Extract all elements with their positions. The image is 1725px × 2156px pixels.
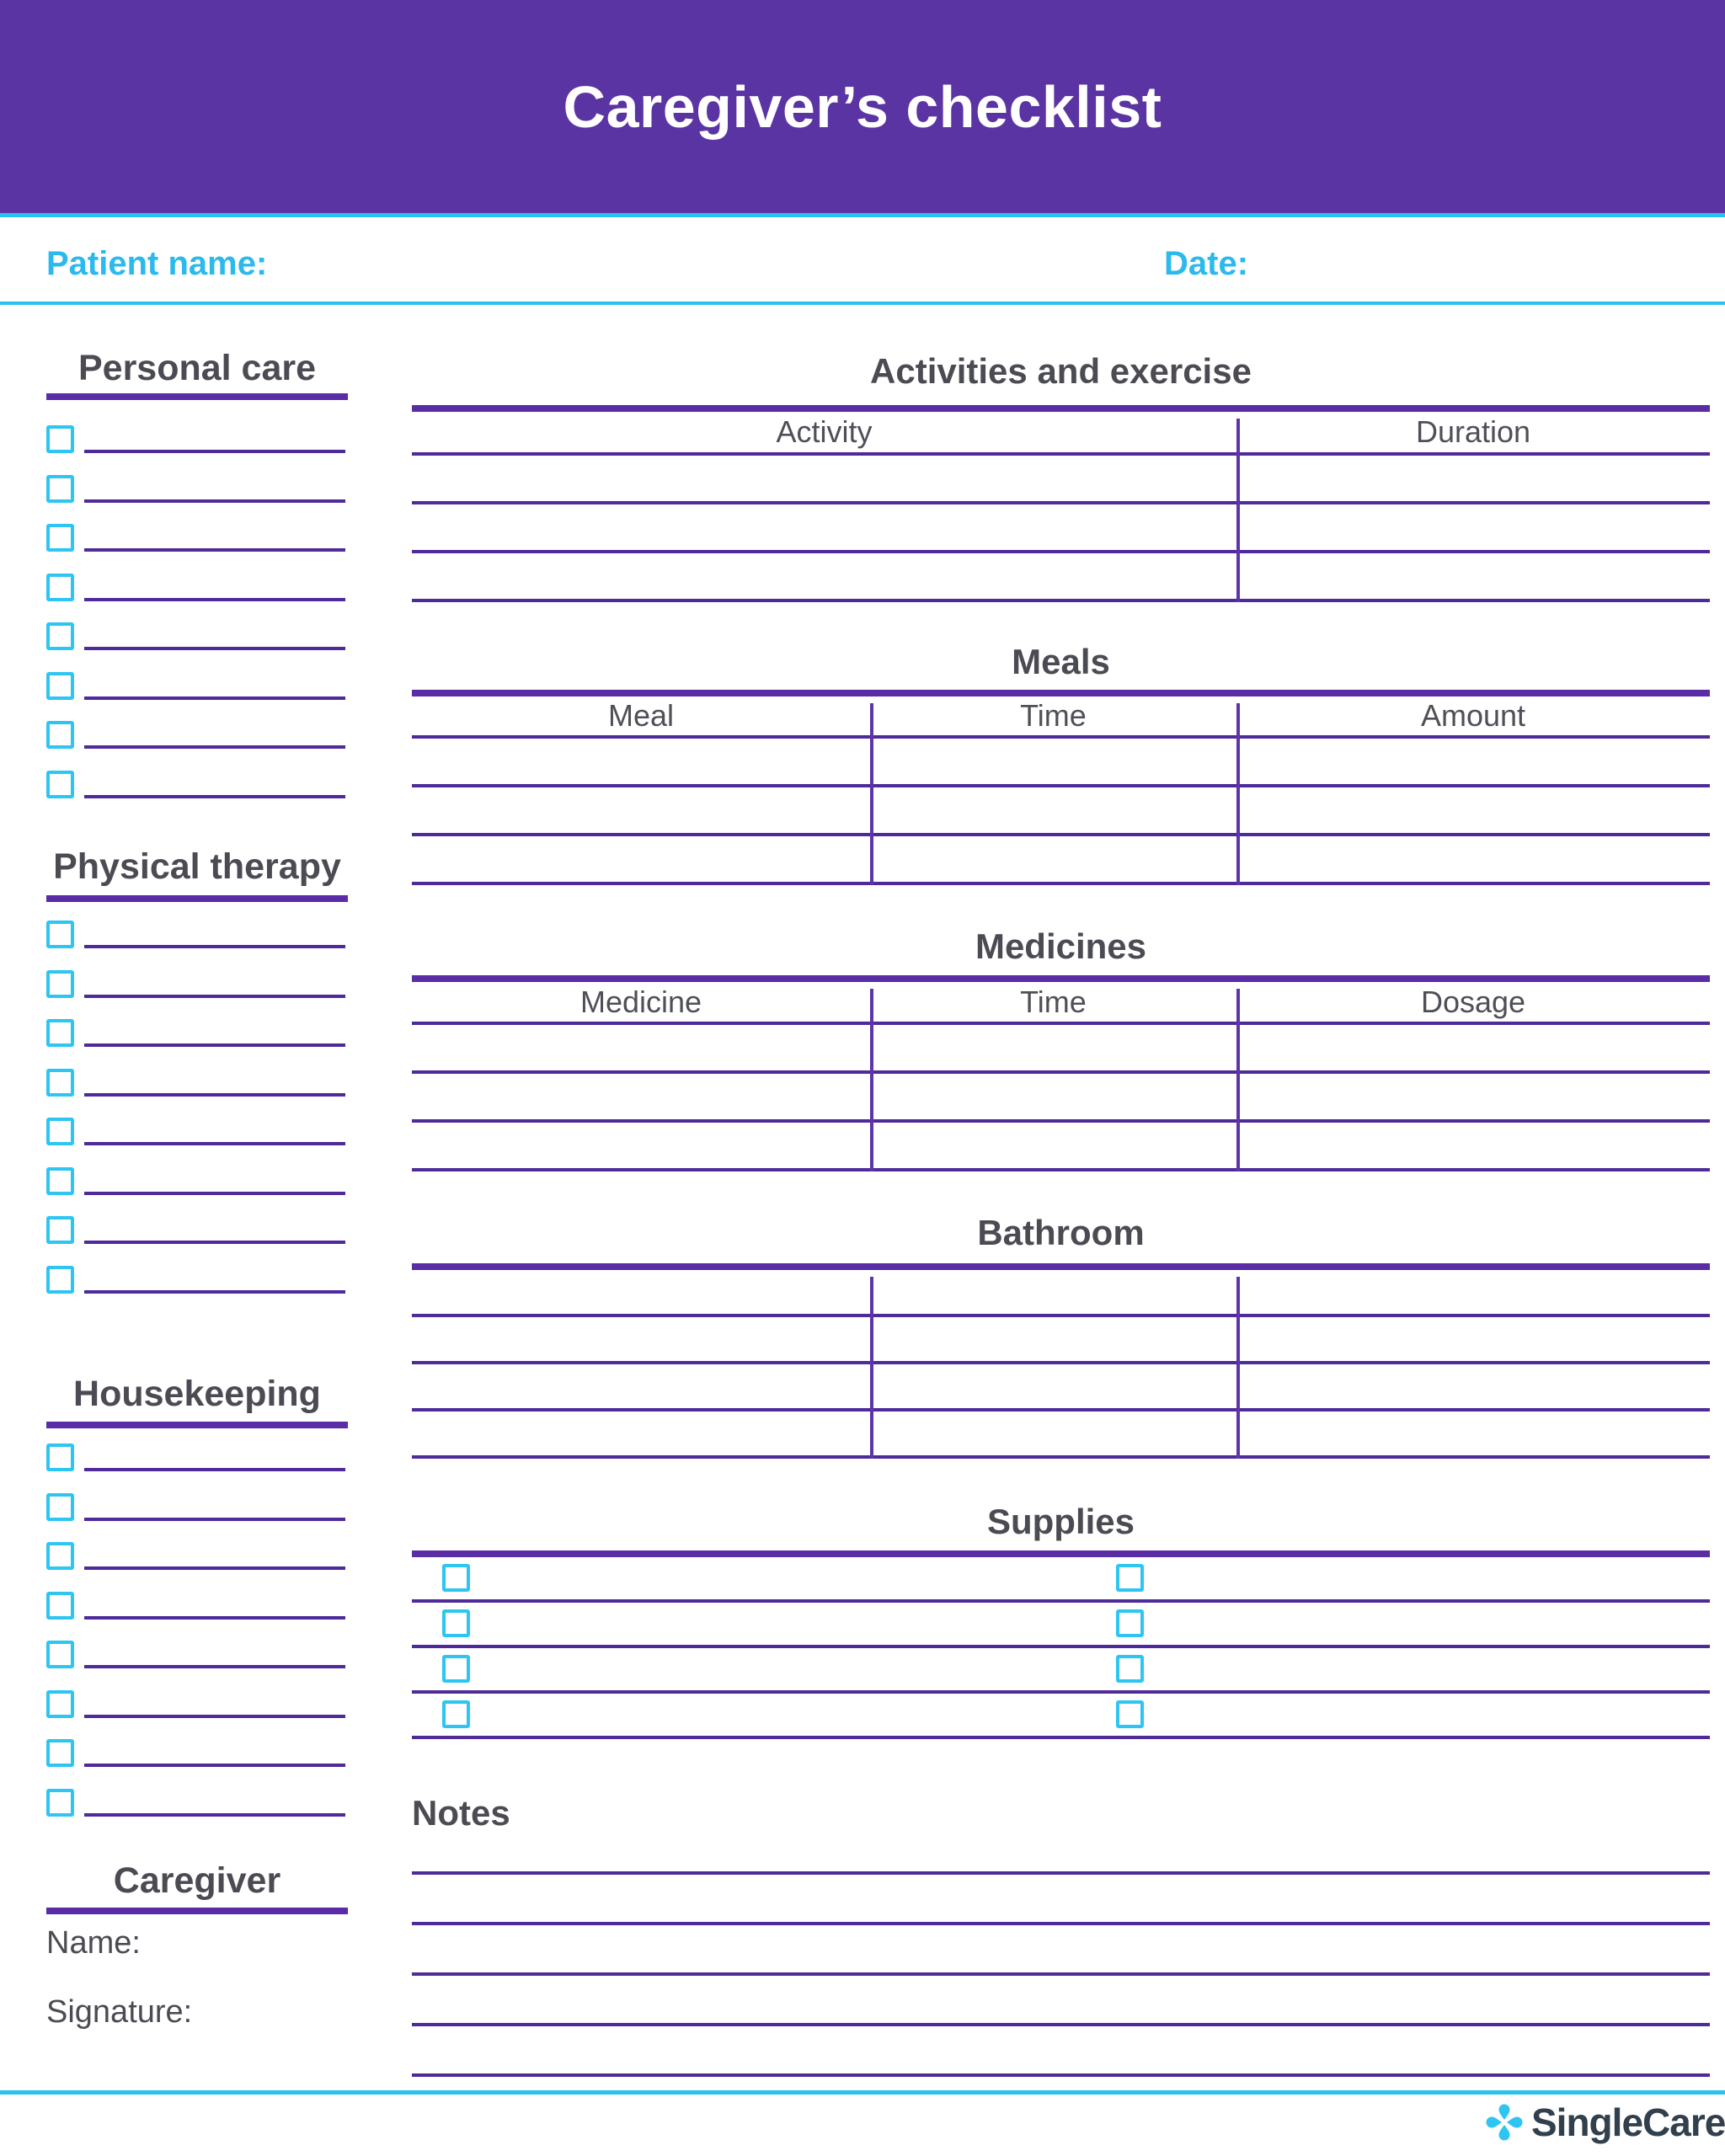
checkbox[interactable] <box>46 425 74 453</box>
blank-write-line[interactable] <box>84 1518 345 1521</box>
caregiver-underline <box>46 1908 348 1914</box>
checkbox[interactable] <box>46 574 74 601</box>
table-row-blank[interactable] <box>412 1025 1710 1074</box>
medicines-col-time: Time <box>1020 984 1087 1019</box>
checkbox[interactable] <box>1116 1564 1144 1592</box>
checklist-row <box>46 475 348 503</box>
bathroom-column-divider-1 <box>870 1277 873 1459</box>
blank-write-line[interactable] <box>84 647 345 650</box>
housekeeping-underline <box>46 1422 348 1428</box>
supplies-row <box>412 1648 1710 1694</box>
physical-therapy-underline <box>46 895 348 902</box>
personal-care-title: Personal care <box>77 348 317 388</box>
caregiver-title: Caregiver <box>113 1860 281 1901</box>
checklist-row <box>46 1216 348 1244</box>
blank-write-line[interactable] <box>84 548 345 552</box>
meals-title: Meals <box>1012 642 1110 681</box>
blank-write-line[interactable] <box>412 1871 1710 1875</box>
blank-write-line[interactable] <box>84 745 345 749</box>
checkbox[interactable] <box>46 622 74 650</box>
table-row-blank[interactable] <box>412 1364 1710 1412</box>
checklist-row <box>46 1641 348 1668</box>
blank-write-line[interactable] <box>412 2073 1710 2077</box>
checklist-row <box>46 574 348 601</box>
activities-col-activity: Activity <box>776 414 873 449</box>
blank-write-line[interactable] <box>84 1142 345 1145</box>
bathroom-table <box>412 1263 1710 1459</box>
checklist-row <box>46 970 348 998</box>
checkbox[interactable] <box>46 475 74 503</box>
table-row-blank[interactable] <box>412 504 1710 553</box>
housekeeping-title: Housekeeping <box>73 1374 321 1414</box>
checklist-row <box>46 1592 348 1620</box>
checklist-row <box>46 1019 348 1047</box>
brand-wordmark: SingleCare <box>1531 2100 1725 2144</box>
bathroom-column-divider-2 <box>1236 1277 1240 1459</box>
checklist-row <box>46 1493 348 1521</box>
checklist-row <box>46 1739 348 1767</box>
caregiver-name-label: Name: <box>46 1925 141 1961</box>
footer-divider <box>0 2090 1725 2095</box>
personal-care-checklist <box>46 425 348 819</box>
bathroom-title: Bathroom <box>977 1213 1145 1252</box>
singlecare-logo <box>1484 2102 1725 2143</box>
checkbox[interactable] <box>442 1655 470 1683</box>
patient-row-divider <box>0 302 1725 305</box>
four-petal-cross-icon <box>1484 2102 1525 2143</box>
checklist-row <box>46 1167 348 1195</box>
meals-header-row <box>412 696 1710 739</box>
top-divider <box>0 213 1725 217</box>
table-row-blank[interactable] <box>412 836 1710 885</box>
checklist-row <box>46 1118 348 1145</box>
checkbox[interactable] <box>1116 1655 1144 1683</box>
supplies-row <box>412 1603 1710 1648</box>
checklist-row <box>46 771 348 798</box>
table-row-blank[interactable] <box>412 1074 1710 1123</box>
notes-lines <box>412 1871 1710 2124</box>
checkbox[interactable] <box>46 672 74 700</box>
checklist-row <box>46 524 348 552</box>
checkbox[interactable] <box>46 970 74 998</box>
blank-write-line[interactable] <box>84 1468 345 1471</box>
checkbox[interactable] <box>46 1690 74 1718</box>
checkbox[interactable] <box>46 1444 74 1471</box>
activities-header-row <box>412 412 1710 456</box>
checkbox[interactable] <box>442 1564 470 1592</box>
table-row-blank[interactable] <box>412 456 1710 504</box>
checklist-row <box>46 1444 348 1471</box>
table-row-blank[interactable] <box>412 1317 1710 1364</box>
checkbox[interactable] <box>442 1609 470 1637</box>
meals-column-divider-1 <box>870 703 873 885</box>
table-row-blank[interactable] <box>412 1123 1710 1171</box>
blank-write-line[interactable] <box>84 1616 345 1620</box>
checklist-row <box>46 1789 348 1817</box>
activities-table <box>412 405 1710 602</box>
page-title: Caregiver’s checklist <box>563 73 1162 140</box>
table-row-blank[interactable] <box>412 787 1710 836</box>
checkbox[interactable] <box>1116 1609 1144 1637</box>
checkbox[interactable] <box>46 1789 74 1817</box>
checkbox[interactable] <box>46 1216 74 1244</box>
blank-write-line[interactable] <box>412 2023 1710 2026</box>
checkbox[interactable] <box>1116 1700 1144 1728</box>
checkbox[interactable] <box>46 1167 74 1195</box>
meals-table <box>412 690 1710 885</box>
caregiver-signature-label: Signature: <box>46 1994 193 2030</box>
physical-therapy-checklist <box>46 921 348 1315</box>
blank-write-line[interactable] <box>84 945 345 948</box>
notes-title: Notes <box>412 1793 510 1833</box>
date-label: Date: <box>1164 245 1249 282</box>
physical-therapy-title: Physical therapy <box>53 846 341 887</box>
checkbox[interactable] <box>46 1069 74 1097</box>
checkbox[interactable] <box>46 1592 74 1620</box>
table-row-blank[interactable] <box>412 1412 1710 1459</box>
blank-write-line[interactable] <box>84 1241 345 1244</box>
checklist-row <box>46 921 348 948</box>
blank-write-line[interactable] <box>84 995 345 998</box>
blank-write-line[interactable] <box>84 1290 345 1294</box>
checkbox[interactable] <box>46 1641 74 1668</box>
table-row-blank[interactable] <box>412 1270 1710 1317</box>
blank-write-line[interactable] <box>84 1764 345 1767</box>
checkbox[interactable] <box>46 1019 74 1047</box>
checkbox[interactable] <box>46 1739 74 1767</box>
blank-write-line[interactable] <box>84 696 345 700</box>
checklist-row <box>46 425 348 453</box>
checkbox[interactable] <box>46 524 74 552</box>
meals-column-divider-2 <box>1236 703 1240 885</box>
blank-write-line[interactable] <box>84 1093 345 1097</box>
medicines-body <box>412 1025 1710 1171</box>
meals-col-time: Time <box>1020 698 1087 733</box>
medicines-col-dosage: Dosage <box>1420 984 1526 1019</box>
medicines-col-medicine: Medicine <box>579 984 702 1019</box>
supplies-row <box>412 1694 1710 1739</box>
checkbox[interactable] <box>46 1542 74 1570</box>
activities-column-divider <box>1236 419 1240 602</box>
blank-write-line[interactable] <box>84 499 345 503</box>
checklist-row <box>46 1266 348 1294</box>
supplies-table <box>412 1550 1710 1739</box>
meals-body <box>412 739 1710 885</box>
table-row-blank[interactable] <box>412 739 1710 787</box>
checklist-row <box>46 622 348 650</box>
blank-write-line[interactable] <box>84 1192 345 1195</box>
activities-body <box>412 456 1710 602</box>
blank-write-line[interactable] <box>412 1972 1710 1976</box>
blank-write-line[interactable] <box>84 450 345 453</box>
medicines-column-divider-2 <box>1236 989 1240 1171</box>
checkbox[interactable] <box>46 1493 74 1521</box>
checkbox[interactable] <box>46 1266 74 1294</box>
blank-write-line[interactable] <box>84 1813 345 1817</box>
medicines-header-row <box>412 982 1710 1025</box>
meals-col-amount: Amount <box>1420 698 1526 733</box>
medicines-title: Medicines <box>975 926 1147 966</box>
blank-write-line[interactable] <box>84 1665 345 1668</box>
personal-care-underline <box>46 393 348 400</box>
blank-write-line[interactable] <box>84 1043 345 1047</box>
checkbox[interactable] <box>46 921 74 948</box>
table-row-blank[interactable] <box>412 553 1710 602</box>
activities-col-duration: Duration <box>1415 414 1531 449</box>
supplies-row <box>412 1557 1710 1603</box>
meals-col-meal: Meal <box>607 698 675 733</box>
bathroom-body <box>412 1270 1710 1459</box>
checkbox[interactable] <box>46 1118 74 1145</box>
checkbox[interactable] <box>442 1700 470 1728</box>
checklist-row <box>46 721 348 749</box>
checkbox[interactable] <box>46 721 74 749</box>
supplies-body <box>412 1557 1710 1739</box>
checklist-row <box>46 1542 348 1570</box>
blank-write-line[interactable] <box>412 1922 1710 1925</box>
medicines-table <box>412 975 1710 1171</box>
housekeeping-checklist <box>46 1444 348 1838</box>
blank-write-line[interactable] <box>84 1715 345 1718</box>
checklist-row <box>46 1690 348 1718</box>
blank-write-line[interactable] <box>84 1566 345 1570</box>
blank-write-line[interactable] <box>84 598 345 601</box>
checkbox[interactable] <box>46 771 74 798</box>
blank-write-line[interactable] <box>84 795 345 798</box>
patient-name-label: Patient name: <box>46 245 268 282</box>
header-banner <box>0 0 1725 213</box>
supplies-title: Supplies <box>986 1502 1135 1541</box>
activities-title: Activities and exercise <box>870 351 1252 391</box>
checklist-row <box>46 1069 348 1097</box>
medicines-column-divider-1 <box>870 989 873 1171</box>
checklist-row <box>46 672 348 700</box>
